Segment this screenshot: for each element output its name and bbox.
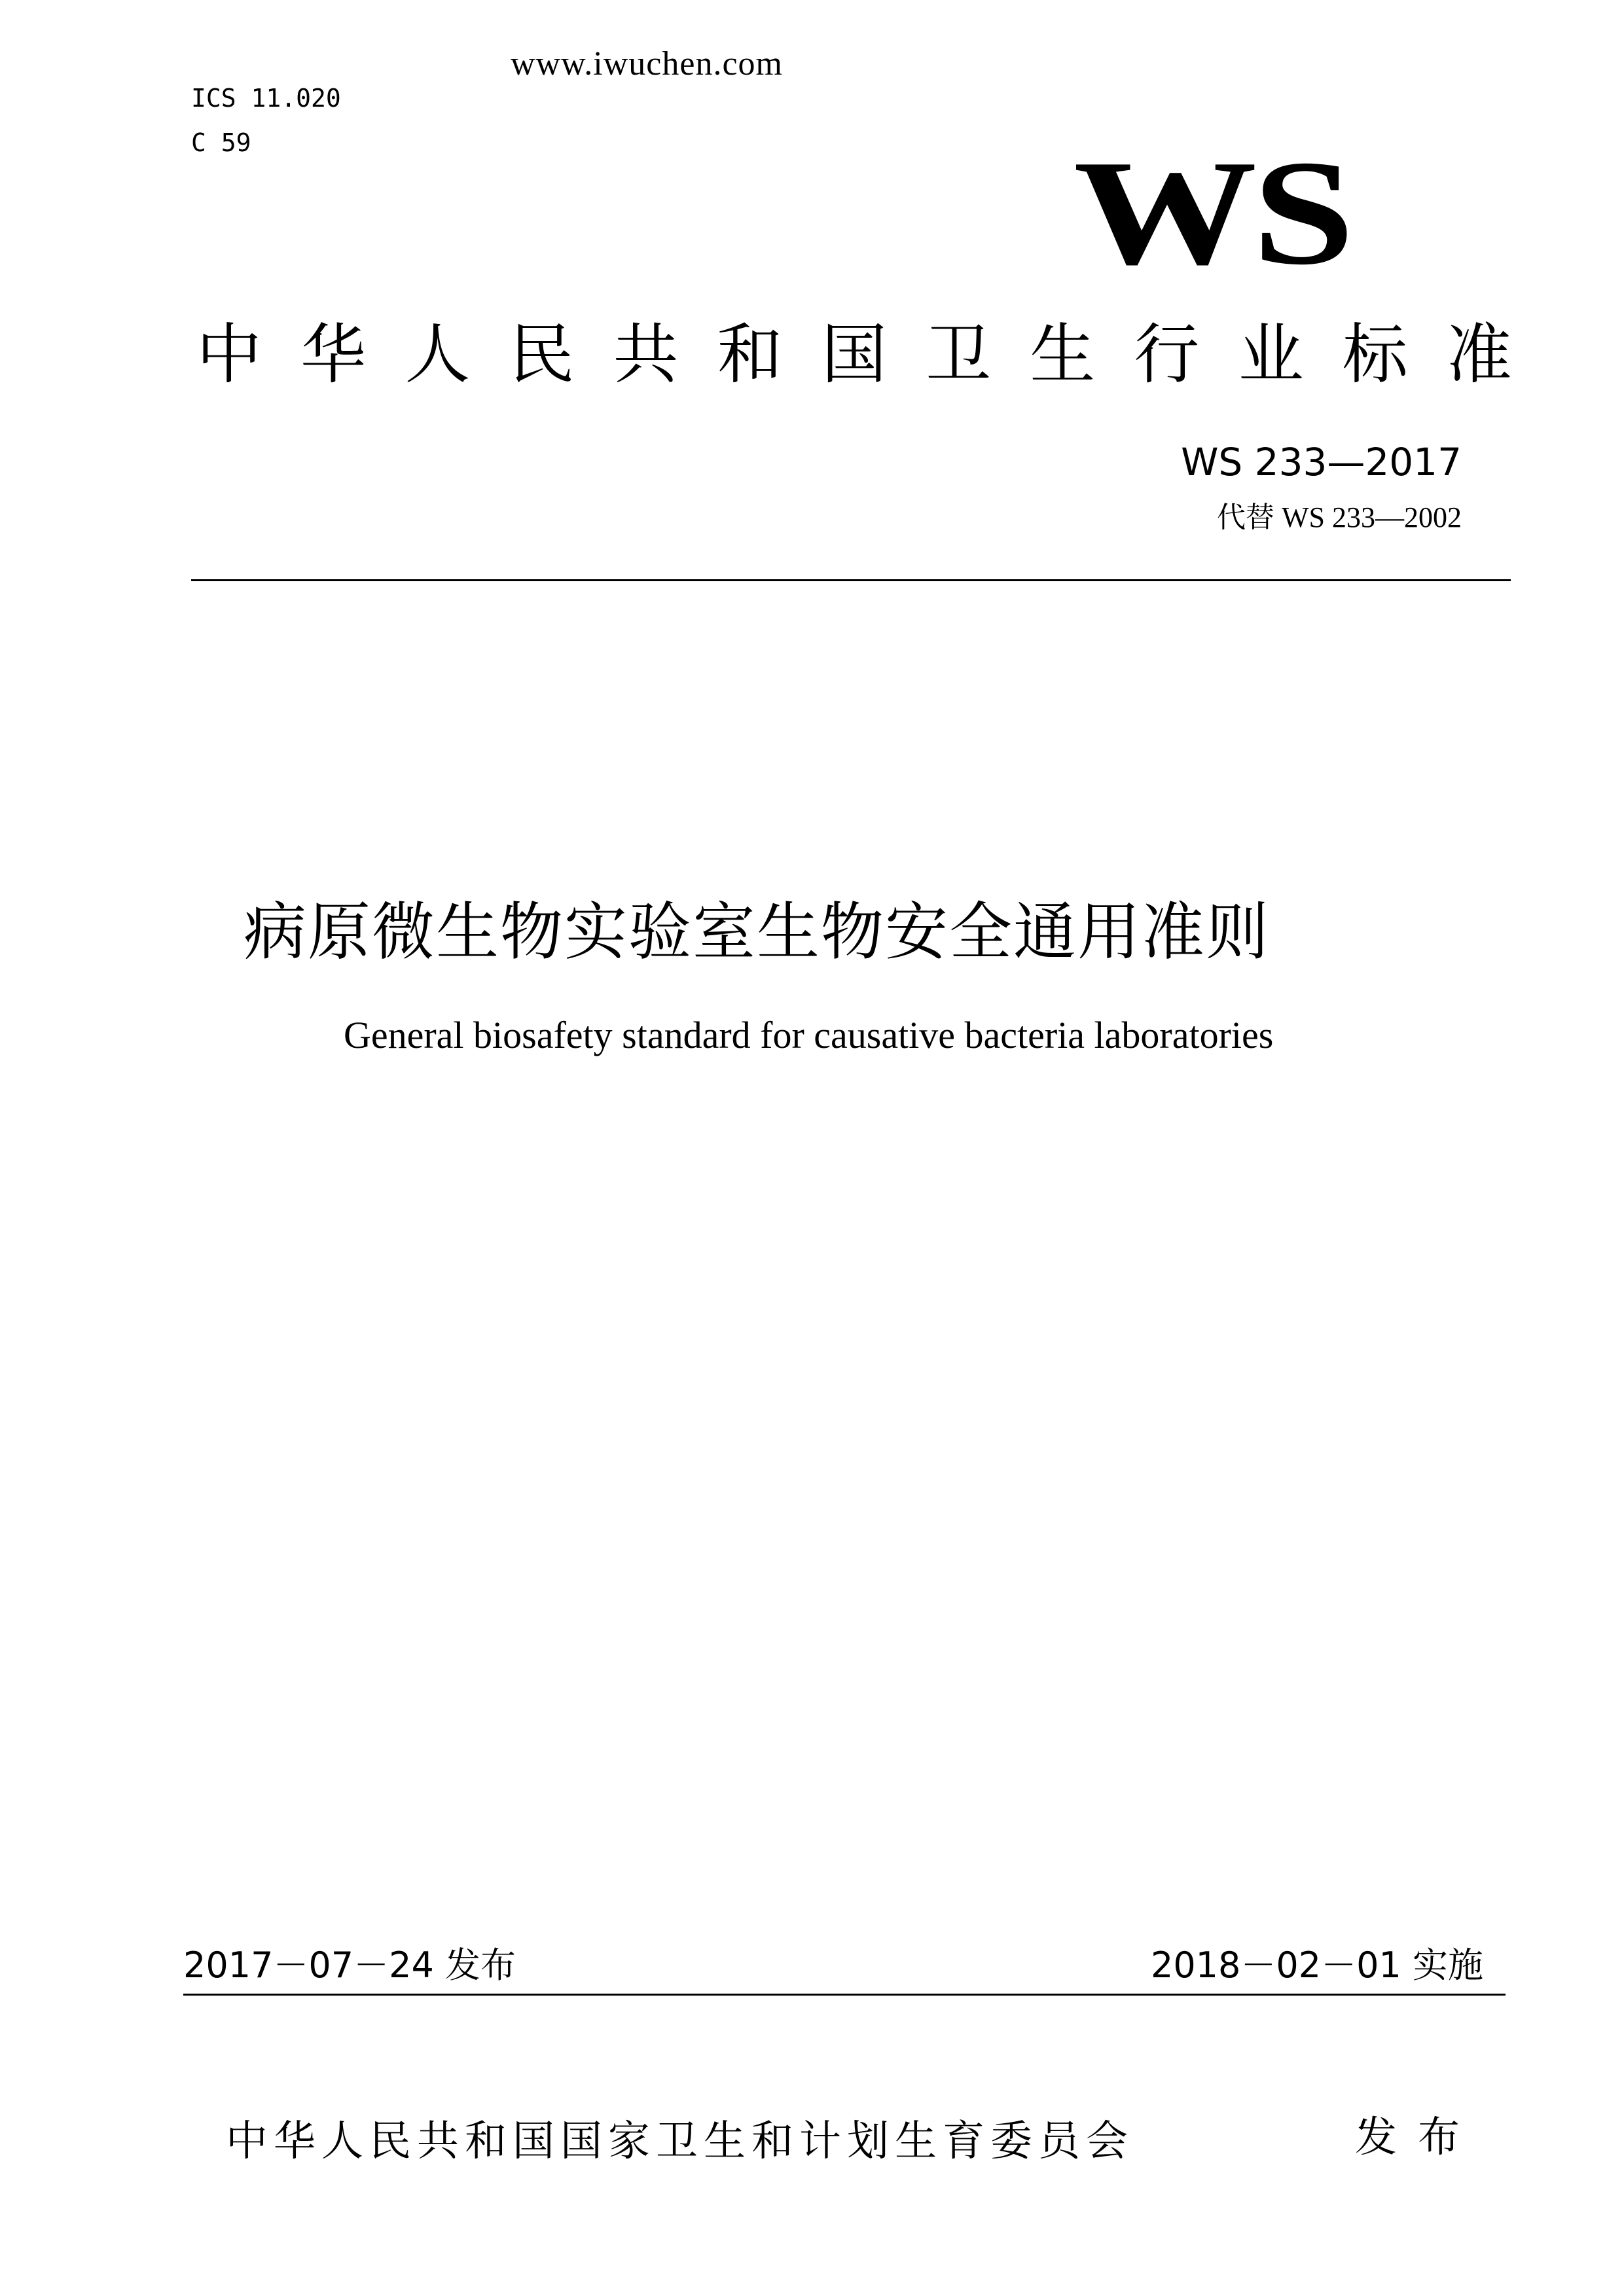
- issue-label: 发布: [1355, 2113, 1481, 2162]
- website-url: www.iwuchen.com: [511, 45, 783, 82]
- implementation-date: 2018－02－01 实施: [1150, 1945, 1483, 1986]
- publish-date: 2017－07－24 发布: [183, 1945, 516, 1986]
- title-char: 共: [613, 316, 679, 393]
- ccs-code: C 59: [191, 128, 251, 157]
- divider-bottom: [183, 1994, 1506, 1996]
- divider-top: [191, 579, 1511, 581]
- title-char: 人: [405, 316, 471, 393]
- title-char: 民: [509, 316, 575, 393]
- document-title-en: General biosafety standard for causative bacteria laboratories: [344, 1014, 1274, 1056]
- title-char: 业: [1238, 316, 1304, 393]
- ics-code: ICS 11.020: [191, 84, 341, 113]
- standard-category-title: [196, 316, 1512, 393]
- title-char: 和: [717, 316, 783, 393]
- title-char: 准: [1446, 316, 1512, 393]
- title-char: 标: [1342, 316, 1408, 393]
- title-char: 中: [196, 316, 262, 393]
- title-char: 华: [300, 316, 367, 393]
- title-char: 行: [1134, 316, 1200, 393]
- document-title-cn: 病原微生物实验室生物安全通用准则: [244, 895, 1270, 969]
- issuing-authority: 中华人民共和国国家卫生和计划生育委员会: [226, 2117, 1134, 2166]
- title-char: 卫: [926, 316, 992, 393]
- ws-logo: WS: [1074, 129, 1350, 296]
- title-char: 国: [821, 316, 887, 393]
- standard-number: WS 233—2017: [1181, 440, 1462, 484]
- replaces-standard: 代替 WS 233—2002: [1217, 501, 1462, 533]
- title-char: 生: [1030, 316, 1096, 393]
